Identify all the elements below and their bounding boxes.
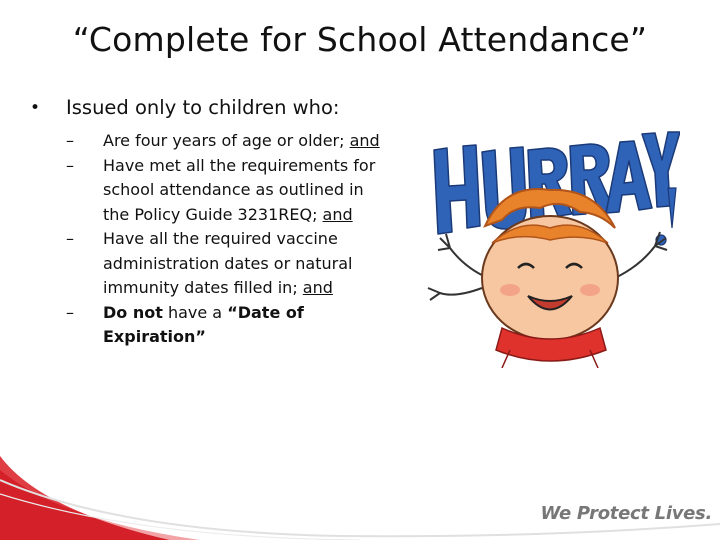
- sub-bullet-text: [103, 154, 383, 228]
- item-text: have a: [162, 302, 228, 322]
- dash-icon: –: [66, 229, 74, 248]
- slide-title: “Complete for School Attendance”: [72, 20, 648, 59]
- sub-bullet-item: [64, 129, 390, 154]
- tagline: We Protect Lives.: [540, 503, 712, 524]
- hurray-illustration: [410, 128, 680, 368]
- sub-bullet-text: [103, 227, 383, 301]
- item-text: Have met all the requirements for school attendance as outlined in the Policy Guide 3231REQ;: [103, 155, 376, 224]
- sub-bullet-text: [103, 129, 383, 154]
- item-text: Have all the required vaccine administration dates or natural immunity dates filled in;: [103, 229, 353, 297]
- sub-bullet-list: [64, 129, 390, 350]
- sub-bullet-text: [103, 301, 383, 350]
- item-text: Are four years of age or older;: [103, 131, 350, 150]
- sub-bullet-item: [64, 154, 390, 228]
- letter-h: [434, 145, 480, 234]
- dash-icon: –: [66, 302, 74, 322]
- item-and: and: [302, 278, 333, 297]
- main-bullet: [30, 95, 390, 121]
- slide-content: [30, 95, 390, 350]
- letter-a: [606, 141, 652, 213]
- item-bold-suffix: “Date of Expiration”: [103, 302, 304, 346]
- item-bold-prefix: Do not: [103, 302, 163, 322]
- hurray-cartoon-icon: [410, 128, 680, 368]
- bullet-dot-icon: •: [30, 98, 41, 118]
- main-bullet-text: Issued only to children who:: [66, 96, 340, 119]
- sub-bullet-item: [64, 227, 390, 301]
- dash-icon: –: [66, 131, 74, 150]
- sub-bullet-item: [64, 301, 390, 350]
- dash-icon: –: [66, 155, 74, 175]
- item-and: and: [322, 204, 353, 224]
- item-and: and: [349, 131, 380, 150]
